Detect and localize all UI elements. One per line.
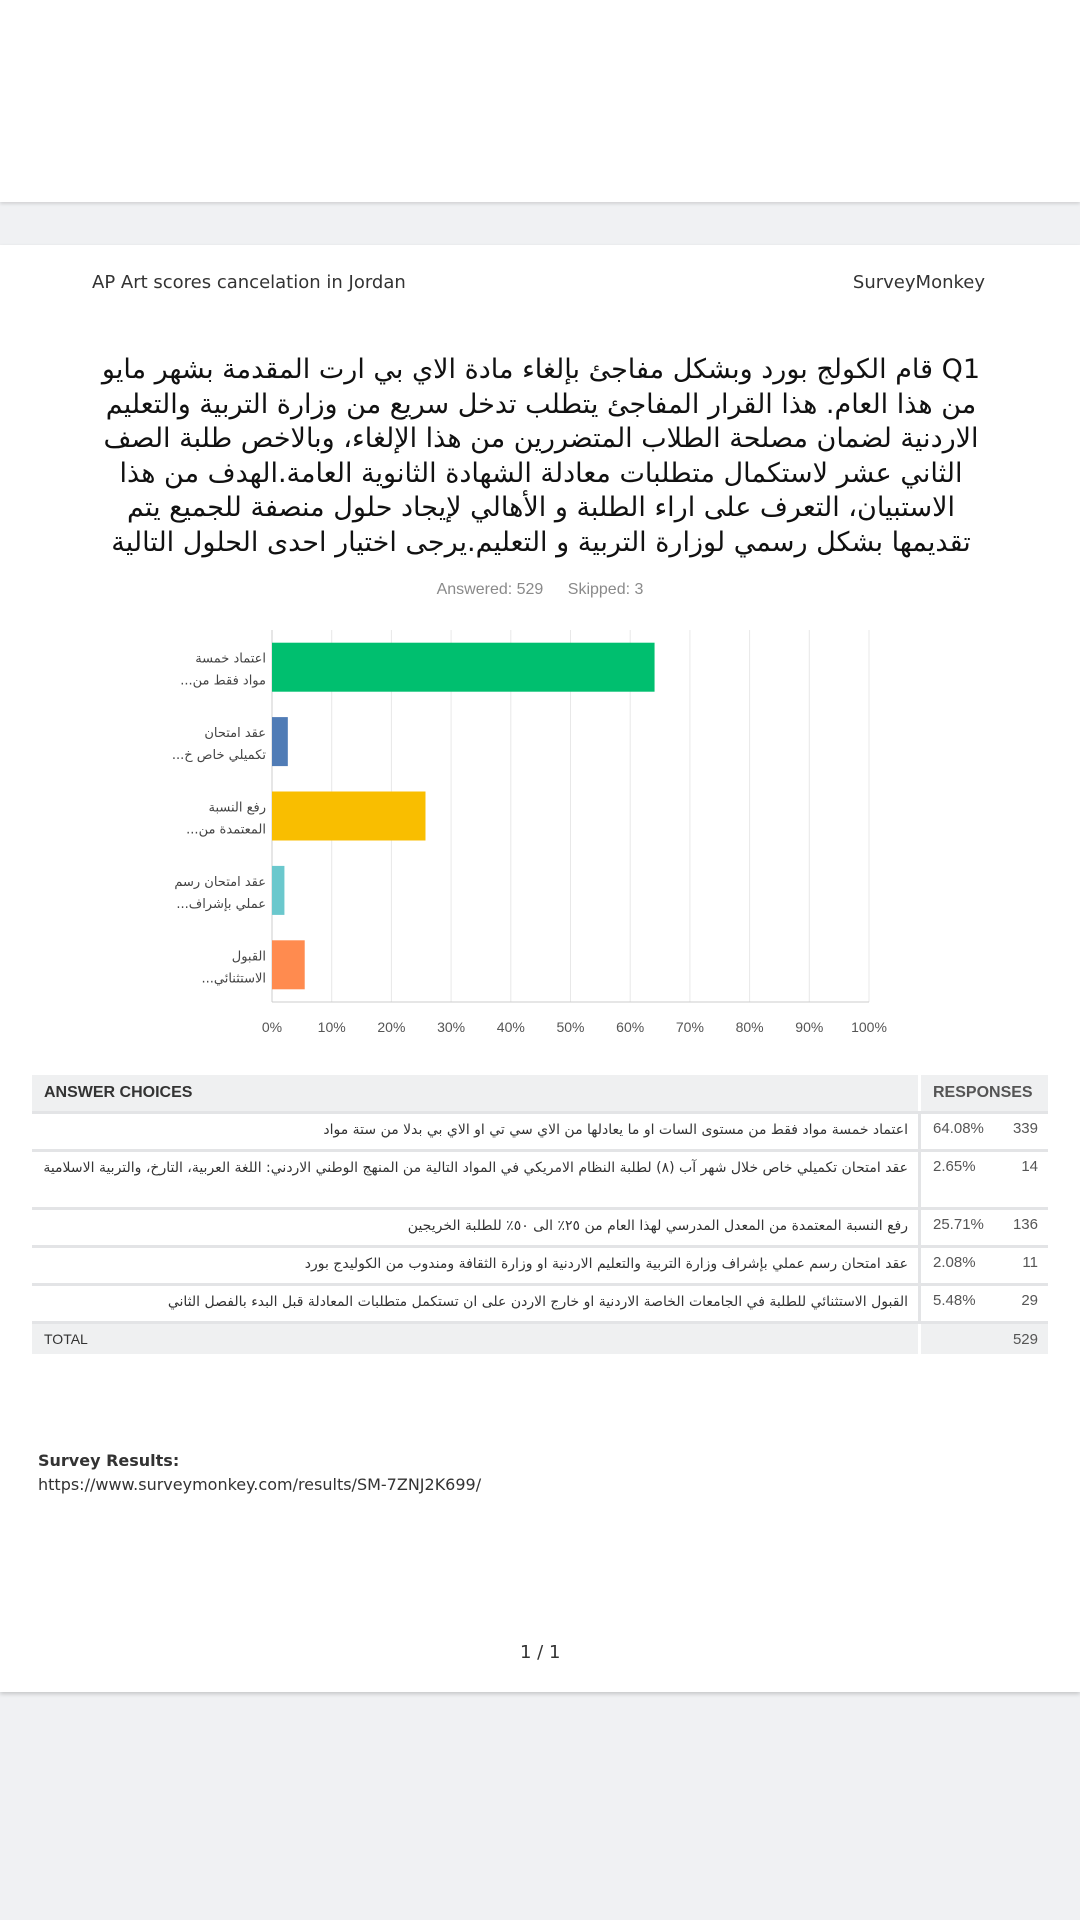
category-label: ...المعتمدة من (186, 822, 266, 838)
answer-choice-text: رفع النسبة المعتمدة من المعدل المدرسي لهذا العام من ٢٥٪ الى ٥٠٪ للطلبة الخريجين (32, 1210, 921, 1245)
category-label: عقد امتحان رسم (174, 874, 266, 890)
page-indicator: 1 / 1 (520, 1642, 561, 1663)
table-row (32, 1248, 1048, 1286)
x-tick-label: 20% (377, 1019, 406, 1035)
bar-chart (0, 245, 1080, 1055)
bar (272, 792, 425, 841)
x-tick-label: 60% (616, 1019, 645, 1035)
table-row (32, 1210, 1048, 1248)
response-percent: 25.71% (933, 1216, 984, 1233)
category-label: ...الاستثنائي (201, 971, 266, 987)
bar (272, 940, 305, 989)
survey-title: AP Art scores cancelation in Jordan (92, 272, 406, 293)
category-label: القبول (231, 949, 266, 965)
table-row (32, 1286, 1048, 1324)
response-count: 136 (1012, 1216, 1038, 1233)
answer-choice-text: عقد امتحان رسم عملي بإشراف وزارة التربية والتعليم الاردنية او وزارة الثقافة ومندوب من الكوليدج بورد (32, 1248, 921, 1283)
top-blank-area (0, 0, 1080, 202)
x-tick-label: 0% (261, 1019, 283, 1035)
survey-results-label: Survey Results: (38, 1451, 180, 1470)
x-tick-label: 40% (496, 1019, 525, 1035)
response-count: 11 (1022, 1254, 1038, 1271)
question-line: الثاني عشر لاستكمال متطلبات معادلة الشهادة الثانوية العامة.الهدف من هذا (119, 457, 963, 489)
x-tick-label: 90% (795, 1019, 824, 1035)
total-count: 529 (1012, 1331, 1038, 1348)
table-total-row (32, 1324, 1048, 1354)
skipped-count: Skipped: 3 (567, 581, 644, 598)
bar (272, 717, 288, 766)
results-page (0, 245, 1080, 1692)
question-line: تقديمها بشكل رسمي لوزارة التربية و التعليم.يرجى اختيار احدى الحلول التالية (111, 526, 971, 558)
response-percent: 2.08% (933, 1254, 976, 1271)
response-percent: 5.48% (933, 1292, 976, 1309)
bar (272, 866, 284, 915)
answered-count: Answered: 529 (436, 581, 544, 598)
table-row (32, 1114, 1048, 1152)
category-label: ...عملي بإشراف (176, 896, 266, 912)
response-count: 339 (1012, 1120, 1038, 1137)
question-line: Q1 قام الكولج بورد وبشكل مفاجئ بإلغاء مادة الاي بي ارت المقدمة بشهر مايو (101, 354, 981, 385)
category-label: اعتماد خمسة (195, 651, 266, 667)
x-tick-label: 30% (437, 1019, 466, 1035)
header-answer-choices: ANSWER CHOICES (32, 1075, 921, 1111)
x-tick-label: 80% (735, 1019, 764, 1035)
brand-name: SurveyMonkey (852, 272, 985, 293)
category-label: رفع النسبة (208, 800, 266, 816)
x-tick-label: 10% (317, 1019, 346, 1035)
bar (272, 643, 655, 692)
question-line: الاستبيان، التعرف على اراء الطلبة و الأهالي لإيجاد حلول منصفة للجميع يتم (126, 492, 956, 523)
category-label: ...مواد فقط من (180, 673, 266, 689)
answer-choice-text: اعتماد خمسة مواد فقط من مستوى السات او ما يعادلها من الاي سي تي او الاي بي بدلا من ستة مواد (32, 1114, 921, 1149)
total-label: TOTAL (32, 1324, 921, 1354)
response-percent: 2.65% (933, 1158, 976, 1175)
x-tick-label: 70% (675, 1019, 704, 1035)
x-tick-label: 50% (556, 1019, 585, 1035)
header-responses: RESPONSES (933, 1084, 1033, 1101)
table-header (32, 1075, 1048, 1114)
question-line: من هذا العام. هذا القرار المفاجئ يتطلب تدخل سريع من وزارة التربية والتعليم (105, 388, 977, 420)
answer-choice-text: عقد امتحان تكميلي خاص خلال شهر آب (٨) لطلبة النظام الامريكي في المواد التالية من المنهج الوطني الاردني: اللغة العربية، التارخ، والتربية الاسلامية (32, 1152, 921, 1207)
category-label: عقد امتحان (204, 726, 266, 742)
category-label: ...تكميلي خاص خ (171, 748, 266, 764)
response-count: 14 (1021, 1158, 1038, 1175)
table-row (32, 1152, 1048, 1210)
survey-results-link[interactable]: https://www.surveymonkey.com/results/SM-7ZNJ2K699/ (38, 1475, 482, 1494)
results-table (32, 1075, 1048, 1354)
response-count: 29 (1021, 1292, 1038, 1309)
question-line: الاردنية لضمان مصلحة الطلاب المتضررين من هذا الإلغاء، وبالاخص طلبة الصف (103, 423, 979, 454)
answer-choice-text: القبول الاستثنائي للطلبة في الجامعات الخاصة الاردنية او خارج الاردن على ان تستكمل متطلبات المعادلة قبل البدء بالفصل الثاني (32, 1286, 921, 1321)
x-tick-label: 100% (851, 1019, 887, 1035)
response-percent: 64.08% (933, 1120, 984, 1137)
